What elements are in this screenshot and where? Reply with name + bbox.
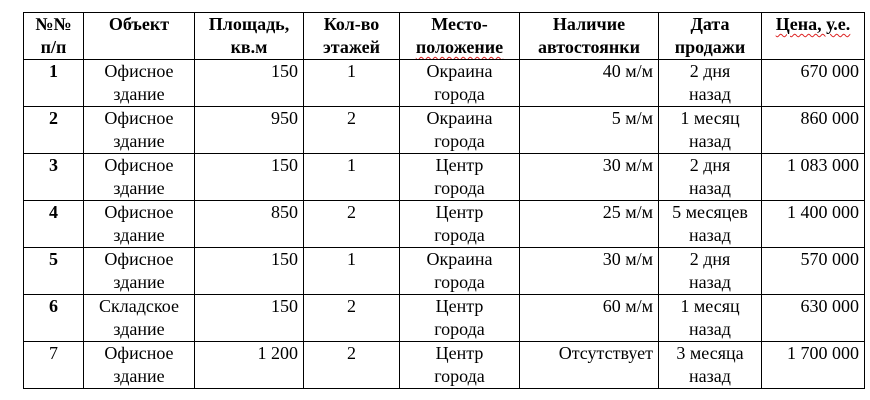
cell-floors: 2 [304,295,400,342]
cell-object: Складское здание [84,295,195,342]
cell-parking: 5 м/м [520,107,659,154]
cell-floors: 2 [304,342,400,389]
header-parking: Наличие автостоянки [520,13,659,60]
cell-number: 1 [24,60,84,107]
cell-location: Центр города [400,154,520,201]
cell-price: 570 000 [762,248,865,295]
property-sales-table [23,12,865,389]
cell-object: Офисное здание [84,107,195,154]
header-object: Объект [84,13,195,60]
cell-parking: 30 м/м [520,248,659,295]
header-row [24,13,865,60]
cell-location: Окраина города [400,107,520,154]
cell-price: 860 000 [762,107,865,154]
header-location: Место- положение [400,13,520,60]
cell-area: 150 [195,295,304,342]
cell-sale-date: 5 месяцев назад [659,201,762,248]
cell-sale-date: 2 дня назад [659,60,762,107]
cell-price: 630 000 [762,295,865,342]
cell-sale-date: 2 дня назад [659,248,762,295]
cell-number: 5 [24,248,84,295]
cell-location: Окраина города [400,248,520,295]
table-row [24,201,865,248]
cell-location: Центр города [400,201,520,248]
cell-price: 1 400 000 [762,201,865,248]
cell-location: Окраина города [400,60,520,107]
cell-location: Центр города [400,342,520,389]
header-sale-date: Дата продажи [659,13,762,60]
cell-parking: 25 м/м [520,201,659,248]
header-area: Площадь, кв.м [195,13,304,60]
cell-floors: 2 [304,201,400,248]
header-price: Цена, у.е. [762,13,865,60]
table-row [24,60,865,107]
cell-area: 950 [195,107,304,154]
cell-area: 850 [195,201,304,248]
cell-object: Офисное здание [84,201,195,248]
cell-sale-date: 1 месяц назад [659,107,762,154]
header-number: №№ п/п [24,13,84,60]
table-row [24,295,865,342]
cell-object: Офисное здание [84,154,195,201]
cell-object: Офисное здание [84,248,195,295]
cell-floors: 1 [304,60,400,107]
table-row [24,154,865,201]
cell-number: 2 [24,107,84,154]
cell-object: Офисное здание [84,342,195,389]
cell-area: 150 [195,154,304,201]
cell-parking: 60 м/м [520,295,659,342]
table-row [24,248,865,295]
cell-area: 150 [195,60,304,107]
cell-sale-date: 2 дня назад [659,154,762,201]
cell-number: 7 [24,342,84,389]
cell-floors: 1 [304,248,400,295]
cell-object: Офисное здание [84,60,195,107]
cell-floors: 2 [304,107,400,154]
cell-parking: Отсутствует [520,342,659,389]
cell-number: 4 [24,201,84,248]
cell-parking: 40 м/м [520,60,659,107]
cell-price: 670 000 [762,60,865,107]
header-floors: Кол-во этажей [304,13,400,60]
cell-area: 1 200 [195,342,304,389]
cell-sale-date: 1 месяц назад [659,295,762,342]
cell-floors: 1 [304,154,400,201]
table-row [24,107,865,154]
cell-number: 6 [24,295,84,342]
cell-price: 1 083 000 [762,154,865,201]
cell-number: 3 [24,154,84,201]
table-row [24,342,865,389]
cell-location: Центр города [400,295,520,342]
cell-sale-date: 3 месяца назад [659,342,762,389]
cell-area: 150 [195,248,304,295]
cell-price: 1 700 000 [762,342,865,389]
cell-parking: 30 м/м [520,154,659,201]
